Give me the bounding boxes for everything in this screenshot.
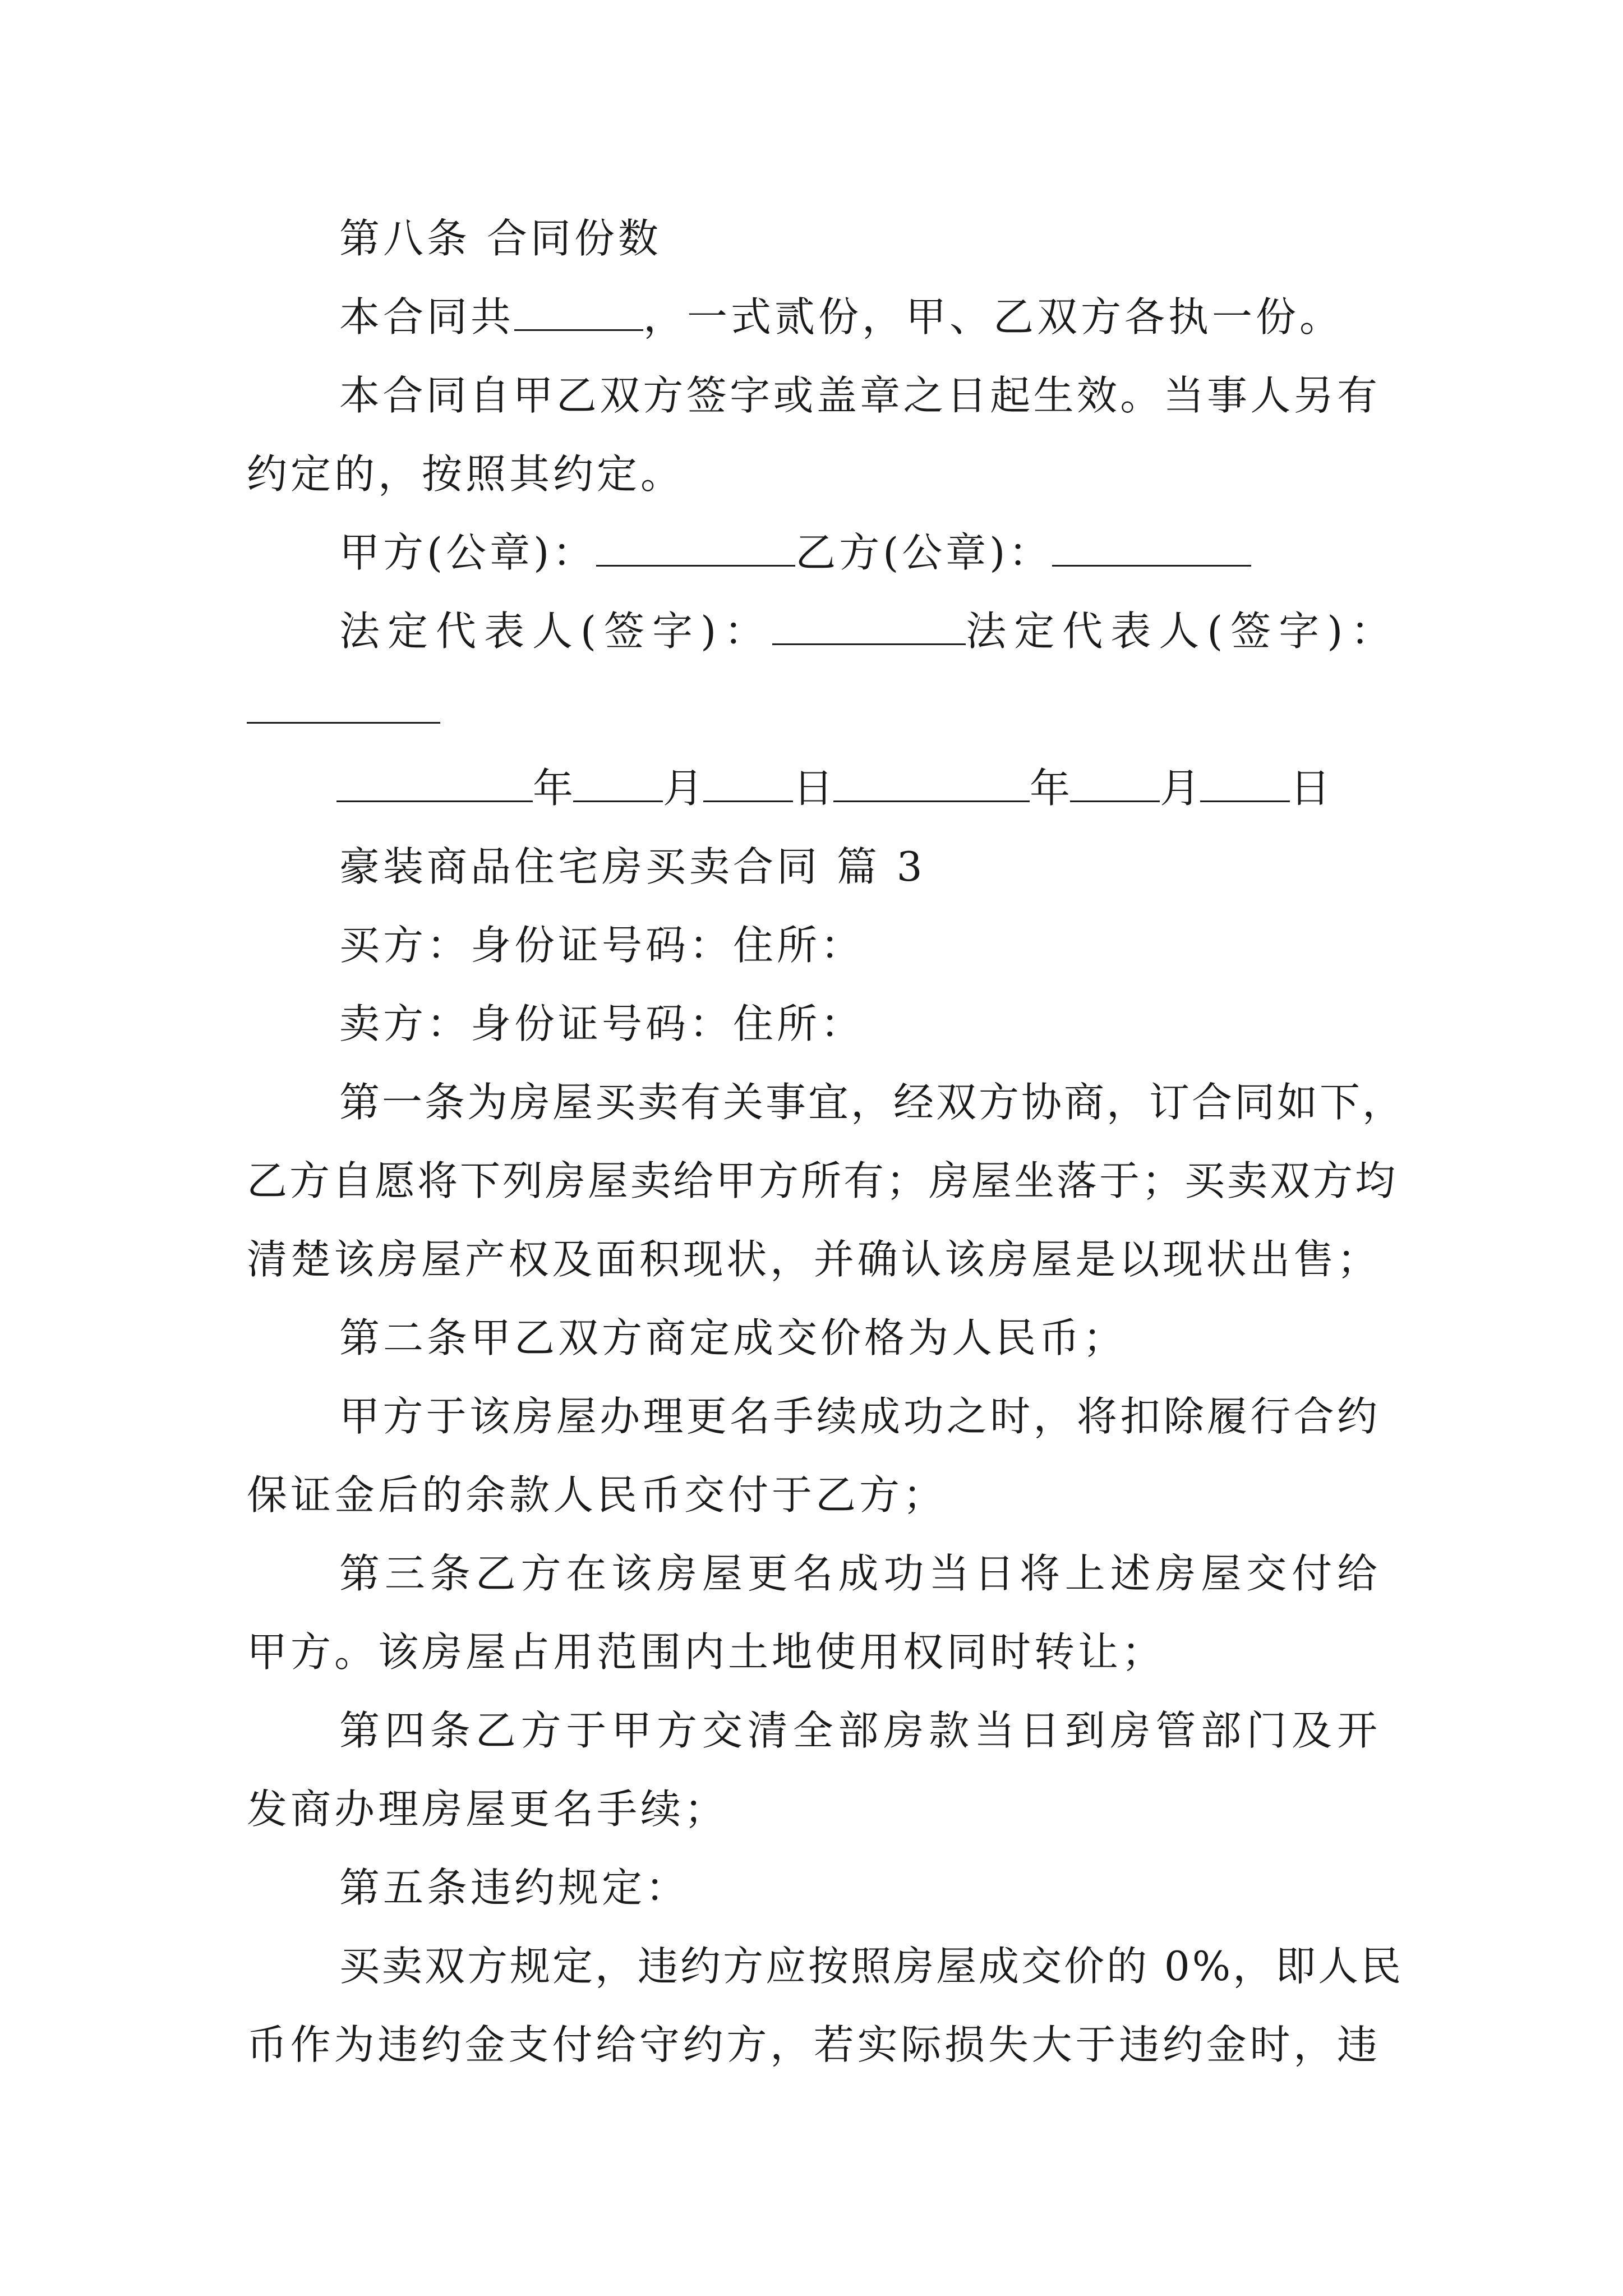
- buyer-line: 买方：身份证号码：住所：: [339, 922, 865, 969]
- article-1-line-1: 第一条为房屋买卖有关事宜，经双方协商，订合同如下，: [339, 1079, 1405, 1126]
- date-b-year-label: 年: [1030, 765, 1071, 812]
- date-a-year-label: 年: [533, 765, 574, 812]
- party-b-seal-label: 乙方(公章)：: [795, 529, 1053, 576]
- article-1-line-2: 乙方自愿将下列房屋卖给甲方所有；房屋坐落于；买卖双方均: [247, 1157, 1398, 1204]
- effect-clause-line-1: 本合同自甲乙双方签字或盖章之日起生效。当事人另有: [339, 372, 1380, 419]
- article-4-line-1: 第四条乙方于甲方交清全部房款当日到房管部门及开: [339, 1707, 1380, 1754]
- article-4-line-2: 发商办理房屋更名手续；: [247, 1786, 728, 1833]
- legal-rep-line: [339, 603, 1399, 659]
- legal-rep-b-line: [247, 682, 440, 738]
- article-2-line-1: 第二条甲乙双方商定成交价格为人民币；: [339, 1314, 1127, 1361]
- seller-line: 卖方：身份证号码：住所：: [339, 1000, 865, 1047]
- date-a-month-label: 月: [663, 765, 704, 812]
- article-1-line-3: 清楚该房屋产权及面积现状，并确认该房屋是以现状出售；: [247, 1236, 1380, 1283]
- article-5-line-2: 买卖双方规定，违约方应按照房屋成交价的 0%，即人民: [339, 1943, 1404, 1990]
- party-a-seal-label: 甲方(公章)：: [339, 529, 597, 576]
- article-5-line-3: 币作为违约金支付给守约方，若实际损失大于违约金时，违: [247, 2021, 1380, 2068]
- date-b-month-blank[interactable]: [1070, 766, 1160, 802]
- date-b-year-blank[interactable]: [833, 766, 1030, 802]
- date-b-day-label: 日: [1290, 765, 1331, 812]
- article-2-line-2: 甲方于该房屋办理更名手续成功之时，将扣除履行合约: [339, 1393, 1380, 1440]
- legal-rep-b-label: 法定代表人(签字)：: [966, 608, 1399, 655]
- copies-clause-part-1: 本合同共: [339, 293, 515, 341]
- legal-rep-a-label: 法定代表人(签字)：: [339, 608, 773, 655]
- copies-blank[interactable]: [514, 295, 643, 331]
- legal-rep-a-blank[interactable]: [772, 609, 966, 645]
- date-a-month-blank[interactable]: [573, 766, 663, 802]
- copies-clause: [339, 289, 1343, 345]
- date-line: [336, 760, 1330, 816]
- article-8-title: 第八条 合同份数: [339, 215, 662, 262]
- party-a-seal-blank[interactable]: [596, 530, 795, 567]
- article-2-line-3: 保证金后的余款人民币交付于乙方；: [247, 1471, 947, 1519]
- date-a-year-blank[interactable]: [336, 766, 533, 802]
- contract-heading: 豪装商品住宅房买卖合同 篇 3: [339, 843, 926, 890]
- article-3-line-2: 甲方。该房屋占用范围内土地使用权同时转让；: [247, 1628, 1166, 1676]
- article-3-line-1: 第三条乙方在该房屋更名成功当日将上述房屋交付给: [339, 1550, 1380, 1597]
- copies-clause-part-2: ，一式贰份，甲、乙双方各执一份。: [643, 293, 1344, 341]
- date-a-day-label: 日: [793, 765, 834, 812]
- party-seal-line: [339, 524, 1251, 581]
- party-b-seal-blank[interactable]: [1052, 530, 1251, 567]
- effect-clause-line-2: 约定的，按照其约定。: [247, 450, 685, 498]
- legal-rep-b-blank[interactable]: [247, 687, 440, 724]
- date-a-day-blank[interactable]: [703, 766, 793, 802]
- date-b-month-label: 月: [1160, 765, 1201, 812]
- date-b-day-blank[interactable]: [1200, 766, 1290, 802]
- article-5-line-1: 第五条违约规定：: [339, 1864, 690, 1911]
